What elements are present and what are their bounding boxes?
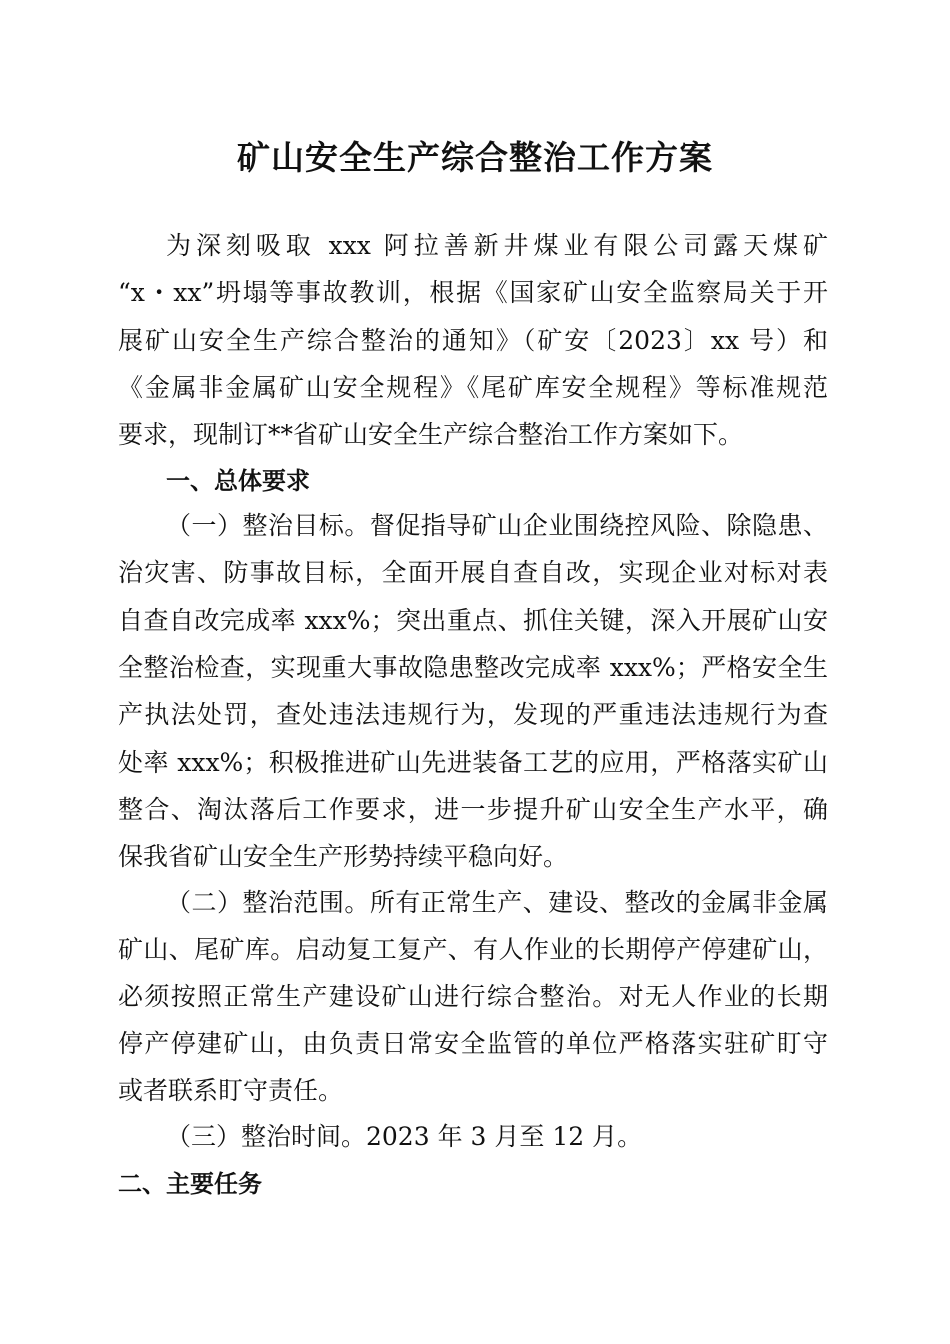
paragraph-scope-line-4: 停产停建矿山，由负责日常安全监管的单位严格落实驻矿盯守 — [118, 1029, 828, 1058]
paragraph-intro-line-5: 要求，现制订**省矿山安全生产综合整治工作方案如下。 — [118, 420, 744, 449]
paragraph-goal-line-4: 全整治检查，实现重大事故隐患整改完成率 xxx%；严格安全生 — [118, 653, 828, 682]
paragraph-goal-line-1: （一）整治目标。督促指导矿山企业围绕控风险、除隐患、 — [166, 511, 828, 540]
paragraph-goal-line-7: 整合、淘汰落后工作要求，进一步提升矿山安全生产水平，确 — [118, 795, 828, 824]
section-heading-2: 二、主要任务 — [118, 1170, 262, 1198]
paragraph-goal-line-6: 处率 xxx%；积极推进矿山先进装备工艺的应用，严格落实矿山 — [118, 748, 828, 777]
paragraph-scope-line-5: 或者联系盯守责任。 — [118, 1076, 344, 1105]
paragraph-scope-line-1: （二）整治范围。所有正常生产、建设、整改的金属非金属 — [166, 888, 828, 917]
section-heading-1: 一、总体要求 — [166, 467, 310, 495]
paragraph-goal-line-8: 保我省矿山安全生产形势持续平稳向好。 — [118, 842, 569, 871]
paragraph-time-line-1: （三）整治时间。2023 年 3 月至 12 月。 — [166, 1122, 643, 1151]
paragraph-scope-line-2: 矿山、尾矿库。启动复工复产、有人作业的长期停产停建矿山， — [118, 935, 828, 964]
paragraph-goal-line-3: 自查自改完成率 xxx%；突出重点、抓住关键，深入开展矿山安 — [118, 606, 828, 635]
paragraph-intro-line-2: “x・xx”坍塌等事故教训，根据《国家矿山安全监察局关于开 — [118, 278, 828, 307]
paragraph-intro-line-3: 展矿山安全生产综合整治的通知》（矿安〔2023〕xx 号）和 — [118, 326, 828, 355]
paragraph-intro-line-1: 为深刻吸取 xxx 阿拉善新井煤业有限公司露天煤矿 — [166, 231, 828, 260]
paragraph-goal-line-5: 产执法处罚，查处违法违规行为，发现的严重违法违规行为查 — [118, 700, 828, 729]
paragraph-scope-line-3: 必须按照正常生产建设矿山进行综合整治。对无人作业的长期 — [118, 982, 828, 1011]
document-title: 矿山安全生产综合整治工作方案 — [237, 138, 713, 177]
paragraph-intro-line-4: 《金属非金属矿山安全规程》《尾矿库安全规程》等标准规范 — [118, 373, 828, 402]
paragraph-goal-line-2: 治灾害、防事故目标，全面开展自查自改，实现企业对标对表 — [118, 558, 828, 587]
